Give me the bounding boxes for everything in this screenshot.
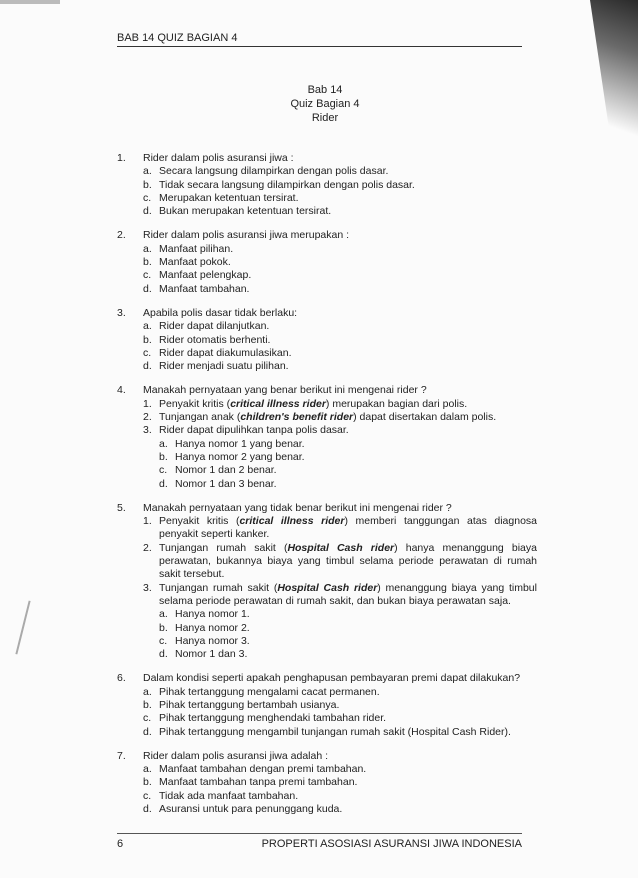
statement-number: 3. xyxy=(143,424,152,437)
statement-post: ) memberi tanggungan atas diagnosa penyakit seperti kanker. xyxy=(159,515,538,541)
statement-text xyxy=(159,515,537,540)
option-letter: d. xyxy=(143,360,152,373)
statement-post: ) dapat disertakan dalam polis. xyxy=(353,411,497,424)
statement-emphasis: Hospital Cash rider xyxy=(287,541,395,554)
option-text: Nomor 1 dan 3. xyxy=(175,648,248,661)
option-text: Secara langsung dilampirkan dengan polis dasar. xyxy=(159,165,389,178)
question-text: Rider dalam polis asuransi jiwa : xyxy=(143,152,294,164)
option-letter: c. xyxy=(159,634,168,647)
option-text: Nomor 1 dan 2 benar. xyxy=(175,464,277,477)
question-text: Rider dalam polis asuransi jiwa adalah : xyxy=(143,749,329,762)
statement-item xyxy=(143,582,537,609)
answer-option xyxy=(143,256,537,269)
statement-text xyxy=(159,542,537,581)
running-header: BAB 14 QUIZ BAGIAN 4 xyxy=(117,32,522,47)
question-number: 1. xyxy=(117,152,126,164)
option-letter: d. xyxy=(159,648,168,661)
question-text: Apabila polis dasar tidak berlaku: xyxy=(143,306,298,319)
option-text: Tidak secara langsung dilampirkan dengan polis dasar. xyxy=(159,178,415,191)
answer-option xyxy=(159,478,537,491)
option-letter: c. xyxy=(143,269,152,282)
statement-pre: Tunjangan rumah sakit ( xyxy=(159,581,278,594)
option-letter: d. xyxy=(143,205,152,218)
option-letter: d. xyxy=(143,725,152,738)
option-letter: b. xyxy=(143,256,152,269)
statement-post: ) menanggung biaya yang timbul selama periode perawatan di rumah sakit, dan bukan biaya perawatan saja. xyxy=(159,581,537,607)
option-text: Manfaat tambahan. xyxy=(159,282,250,295)
question-text: Dalam kondisi seperti apakah penghapusan pembayaran premi dapat dilakukan? xyxy=(143,672,521,685)
question-1 xyxy=(117,152,537,218)
statement-emphasis: critical illness rider xyxy=(239,515,345,528)
question-7 xyxy=(117,750,537,816)
option-text: Manfaat pokok. xyxy=(159,256,231,269)
option-text: Rider menjadi suatu pilihan. xyxy=(159,360,289,373)
option-letter: a. xyxy=(143,320,152,333)
option-letter: d. xyxy=(143,282,152,295)
chapter-title: Bab 14 xyxy=(307,84,343,96)
statement-pre: Penyakit kritis ( xyxy=(159,397,231,410)
option-text: Manfaat pilihan. xyxy=(159,242,234,255)
statement-number: 1. xyxy=(143,515,152,528)
statement-pre: Tunjangan rumah sakit ( xyxy=(159,541,288,554)
statement-emphasis: critical illness rider xyxy=(230,397,326,410)
question-5 xyxy=(117,502,537,662)
answer-option xyxy=(143,790,537,803)
option-letter: c. xyxy=(159,464,168,477)
answer-option xyxy=(143,803,537,816)
option-text: Hanya nomor 2 yang benar. xyxy=(175,450,305,463)
option-letter: b. xyxy=(143,776,152,789)
page-footer xyxy=(117,833,522,850)
statement-item xyxy=(143,515,537,542)
statement-post: ) merupakan bagian dari polis. xyxy=(325,397,468,410)
question-text: Manakah pernyataan yang benar berikut ini mengenai rider ? xyxy=(143,384,427,397)
option-letter: a. xyxy=(143,763,152,776)
quiz-content xyxy=(117,152,537,827)
answer-option xyxy=(143,243,537,256)
option-text: Manfaat tambahan dengan premi tambahan. xyxy=(159,763,367,776)
option-text: Nomor 1 dan 3 benar. xyxy=(175,477,277,490)
page-number: 6 xyxy=(117,838,124,850)
option-text: Asuransi untuk para penunggang kuda. xyxy=(159,803,343,816)
statement-text xyxy=(159,424,349,436)
answer-option xyxy=(143,165,537,178)
statement-number: 1. xyxy=(143,397,152,410)
option-letter: a. xyxy=(143,685,152,698)
answer-option xyxy=(159,464,537,477)
answer-option xyxy=(143,347,537,360)
answer-option xyxy=(143,320,537,333)
question-number: 7. xyxy=(117,749,126,762)
statement-text xyxy=(159,398,467,410)
question-number: 4. xyxy=(117,384,126,397)
statement-item xyxy=(143,411,537,424)
answer-option xyxy=(143,686,537,699)
option-letter: b. xyxy=(159,450,168,463)
statement-item xyxy=(143,542,537,582)
question-text: Rider dalam polis asuransi jiwa merupakan : xyxy=(143,229,350,242)
answer-option xyxy=(159,451,537,464)
option-text: Pihak tertanggung menghendaki tambahan rider. xyxy=(159,712,387,725)
statement-item xyxy=(143,398,537,411)
answer-option xyxy=(143,283,537,296)
answer-option xyxy=(143,334,537,347)
answer-option xyxy=(159,648,537,661)
option-letter: b. xyxy=(159,621,168,634)
option-letter: a. xyxy=(143,165,152,178)
scan-artifact xyxy=(0,0,60,4)
option-letter: c. xyxy=(143,346,152,359)
option-text: Merupakan ketentuan tersirat. xyxy=(159,191,299,204)
option-letter: a. xyxy=(143,242,152,255)
answer-option xyxy=(143,726,537,739)
answer-option xyxy=(159,438,537,451)
statement-pre: Tunjangan anak ( xyxy=(159,411,241,424)
statement-number: 3. xyxy=(143,581,152,594)
option-text: Hanya nomor 2. xyxy=(175,621,250,634)
answer-option xyxy=(143,179,537,192)
option-letter: a. xyxy=(159,437,168,450)
topic-title: Rider xyxy=(311,112,339,124)
option-text: Manfaat tambahan tanpa premi tambahan. xyxy=(159,776,358,789)
pencil-mark xyxy=(15,601,30,655)
option-letter: c. xyxy=(143,191,152,204)
question-6 xyxy=(117,672,537,738)
answer-option xyxy=(143,360,537,373)
answer-option xyxy=(159,622,537,635)
question-number: 5. xyxy=(117,501,126,514)
statement-post: ) hanya menanggung biaya perawatan, bukannya biaya yang timbul selama periode perawatan di rumah sakit tersebut. xyxy=(159,541,537,581)
option-letter: d. xyxy=(159,477,168,490)
footer-property: PROPERTI ASOSIASI ASURANSI JIWA INDONESIA xyxy=(261,838,522,850)
answer-option xyxy=(143,192,537,205)
question-3 xyxy=(117,307,537,373)
option-text: Bukan merupakan ketentuan tersirat. xyxy=(159,205,332,218)
answer-option xyxy=(143,763,537,776)
statement-item xyxy=(143,424,537,437)
statement-text xyxy=(159,582,537,607)
statement-emphasis: Hospital Cash rider xyxy=(277,581,378,594)
answer-option xyxy=(143,699,537,712)
option-letter: b. xyxy=(143,333,152,346)
option-letter: c. xyxy=(143,712,152,725)
option-text: Hanya nomor 1 yang benar. xyxy=(175,437,305,450)
question-text: Manakah pernyataan yang tidak benar berikut ini mengenai rider ? xyxy=(143,501,452,514)
option-text: Tidak ada manfaat tambahan. xyxy=(159,789,299,802)
option-text: Rider dapat diakumulasikan. xyxy=(159,346,292,359)
statement-pre: Penyakit kritis ( xyxy=(159,515,240,528)
question-number: 6. xyxy=(117,672,126,685)
option-text: Pihak tertanggung mengalami cacat permanen. xyxy=(159,685,380,698)
option-text: Manfaat pelengkap. xyxy=(159,269,252,282)
option-letter: a. xyxy=(159,608,168,621)
option-text: Hanya nomor 1. xyxy=(175,608,250,621)
option-letter: b. xyxy=(143,698,152,711)
option-letter: d. xyxy=(143,803,152,816)
question-number: 2. xyxy=(117,229,126,242)
statement-number: 2. xyxy=(143,541,152,554)
option-letter: b. xyxy=(143,178,152,191)
quiz-title: Quiz Bagian 4 xyxy=(290,98,360,110)
option-text: Pihak tertanggung mengambil tunjangan rumah sakit (Hospital Cash Rider). xyxy=(159,725,511,738)
statement-text xyxy=(159,411,496,423)
option-text: Pihak tertanggung bertambah usianya. xyxy=(159,698,340,711)
answer-option xyxy=(143,205,537,218)
answer-option xyxy=(143,712,537,725)
answer-option xyxy=(159,608,537,621)
statement-number: 2. xyxy=(143,411,152,424)
statement-emphasis: children's benefit rider xyxy=(240,411,354,424)
statement-pre: Rider dapat dipulihkan tanpa polis dasar. xyxy=(159,424,349,437)
answer-option xyxy=(143,776,537,789)
answer-option xyxy=(143,269,537,282)
option-letter: c. xyxy=(143,789,152,802)
option-text: Rider otomatis berhenti. xyxy=(159,333,271,346)
question-2 xyxy=(117,229,537,295)
option-text: Rider dapat dilanjutkan. xyxy=(159,320,270,333)
question-number: 3. xyxy=(117,306,126,319)
answer-option xyxy=(159,635,537,648)
question-4 xyxy=(117,384,537,490)
option-text: Hanya nomor 3. xyxy=(175,634,250,647)
title-block xyxy=(200,83,450,125)
